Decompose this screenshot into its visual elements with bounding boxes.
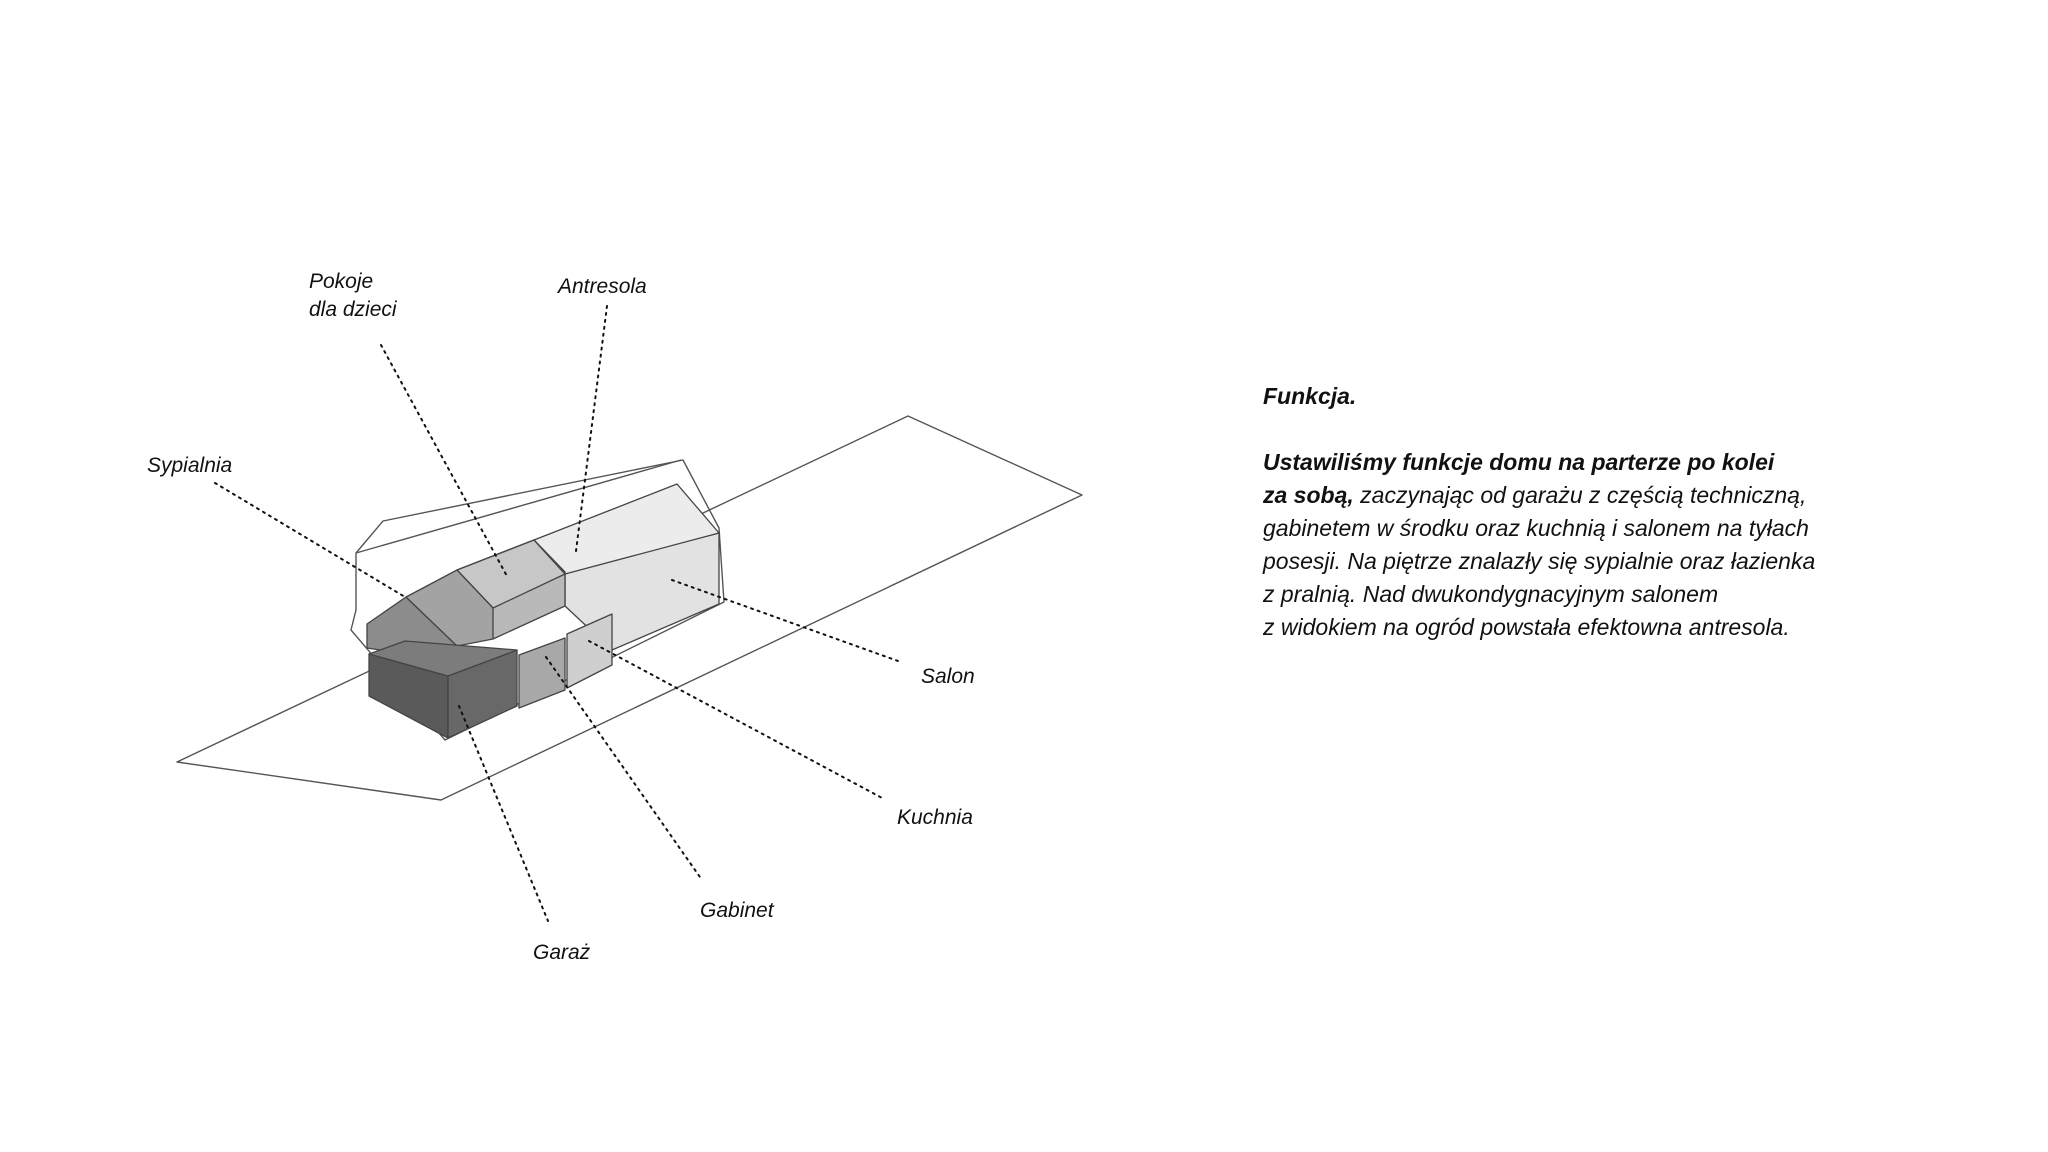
kitchen-volume (567, 614, 612, 688)
description-line-1: Ustawiliśmy funkcje domu na parterze po kolei (1263, 449, 1775, 475)
leader-kuchnia (589, 641, 884, 799)
description-line-2-bold: za sobą, (1263, 482, 1354, 508)
label-gabinet: Gabinet (700, 899, 774, 922)
description-line-2-rest: zaczynając od garażu z częścią techniczną, (1353, 482, 1807, 508)
description-body (1263, 446, 1883, 644)
label-pokoje-line2: dla dzieci (309, 298, 397, 321)
description-line-2 (1263, 479, 1883, 512)
description-line-4: posesji. Na piętrze znalazły się sypialnie oraz łazienka (1263, 548, 1816, 574)
leader-garaz (459, 706, 548, 921)
description-panel (1263, 380, 1883, 644)
leader-salon (672, 580, 898, 661)
leader-pokoje (381, 345, 508, 578)
label-salon: Salon (921, 665, 975, 688)
description-line-6: z widokiem na ogród powstała efektowna antresola. (1263, 614, 1790, 640)
office-volume (519, 638, 565, 708)
label-antresola: Antresola (558, 275, 647, 298)
leader-gabinet (546, 657, 702, 880)
leader-sypialnia (215, 483, 405, 597)
description-line-5: z pralnią. Nad dwukondygnacyjnym salonem (1263, 581, 1719, 607)
description-heading: Funkcja. (1263, 383, 1357, 409)
label-garaz: Garaż (533, 941, 591, 964)
description-line-3: gabinetem w środku oraz kuchnią i salonem na tyłach (1263, 515, 1809, 541)
label-pokoje-line1: Pokoje (309, 270, 374, 293)
label-kuchnia: Kuchnia (897, 806, 973, 829)
label-sypialnia: Sypialnia (147, 454, 233, 477)
